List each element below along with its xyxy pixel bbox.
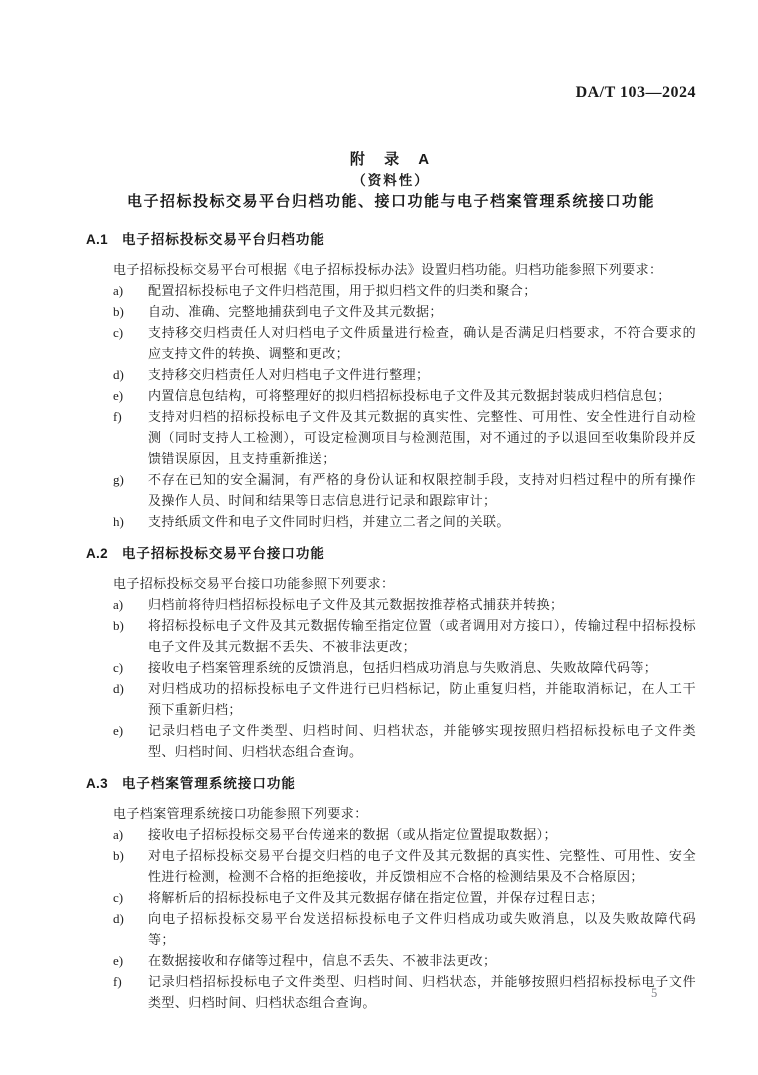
section-item-list: [86, 594, 696, 762]
list-item: [113, 301, 696, 322]
list-item-marker: f): [113, 409, 122, 424]
list-item: [113, 511, 696, 532]
list-item-text: 支持移交归档责任人对归档电子文件质量进行检查，确认是否满足归档要求，不符合要求的应支持文件的转换、调整和更改；: [148, 325, 696, 361]
list-item-marker: e): [113, 388, 124, 403]
appendix-heading: 电子招标投标交易平台归档功能、接口功能与电子档案管理系统接口功能: [126, 193, 655, 210]
list-item-text: 对电子招标投标交易平台提交归档的电子文件及其元数据的真实性、完整性、可用性、安全性进行检测，检测不合格的拒绝接收，并反馈相应不合格的检测结果及不合格原因；: [148, 848, 696, 884]
list-item-marker: c): [113, 660, 124, 675]
list-item-text: 归档前将待归档招标投标电子文件及其元数据按推荐格式捕获并转换；: [148, 597, 564, 612]
list-item-text: 内置信息包结构，可将整理好的拟归档招标投标电子文件及其元数据封装成归档信息包；: [148, 388, 671, 403]
list-item-text: 配置招标投标电子文件归档范围，用于拟归档文件的归类和聚合；: [148, 283, 537, 298]
list-item-text: 支持纸质文件和电子文件同时归档，并建立二者之间的关联。: [148, 514, 510, 529]
list-item-marker: f): [113, 974, 122, 989]
page-number: 5: [651, 986, 658, 1000]
list-item-text: 将解析后的招标投标电子文件及其元数据存储在指定位置，并保存过程日志；: [148, 890, 604, 905]
list-item-marker: c): [113, 890, 124, 905]
section: [86, 544, 696, 762]
section-item-list: [86, 824, 696, 1013]
list-item-text: 支持移交归档责任人对归档电子文件进行整理；: [148, 367, 430, 382]
doc-number: DA/T 103—2024: [575, 84, 696, 101]
section-title: 电子档案管理系统接口功能: [121, 776, 296, 791]
list-item-text: 记录归档电子文件类型、归档时间、归档状态，并能够实现按照归档招标投标电子文件类型、归档时间、归档状态组合查询。: [148, 723, 696, 759]
list-item: [113, 280, 696, 301]
section: [86, 230, 696, 532]
list-item: [113, 720, 696, 762]
list-item-marker: a): [113, 597, 124, 612]
list-item: [113, 469, 696, 511]
list-item: [113, 594, 696, 615]
list-item: [113, 615, 696, 657]
list-item-text: 接收电子招标投标交易平台传递来的数据（或从指定位置提取数据）；: [148, 827, 557, 842]
list-item: [113, 385, 696, 406]
sections-container: [86, 230, 696, 1013]
list-item: [113, 887, 696, 908]
section-heading: [86, 230, 696, 249]
list-item: [113, 657, 696, 678]
list-item: [113, 406, 696, 469]
list-item-text: 记录归档招标投标电子文件类型、归档时间、归档状态，并能够按照归档招标投标电子文件类型、归档时间、归档状态组合查询。: [148, 974, 696, 1010]
list-item-marker: b): [113, 848, 124, 863]
section: [86, 774, 696, 1013]
list-item-marker: e): [113, 953, 124, 968]
list-item-marker: b): [113, 618, 124, 633]
list-item-text: 支持对归档的招标投标电子文件及其元数据的真实性、完整性、可用性、安全性进行自动检测（同时支持人工检测），可设定检测项目与检测范围，对不通过的予以退回至收集阶段并反馈错误原因，且支持重新推送；: [148, 409, 696, 466]
section-title: 电子招标投标交易平台归档功能: [121, 232, 325, 247]
list-item: [113, 824, 696, 845]
appendix-informative-note: （资料性）: [352, 173, 430, 188]
list-item: [113, 322, 696, 364]
list-item-marker: a): [113, 283, 124, 298]
list-item: [113, 364, 696, 385]
section-heading: [86, 774, 696, 793]
section-number: A.2: [86, 546, 108, 561]
list-item: [113, 845, 696, 887]
section-heading: [86, 544, 696, 563]
section-intro: 电子招标投标交易平台接口功能参照下列要求：: [113, 576, 395, 591]
list-item-text: 对归档成功的招标投标电子文件进行已归档标记，防止重复归档，并能取消标记，在人工干预下重新归档；: [148, 681, 696, 717]
list-item-marker: g): [113, 472, 124, 487]
list-item-marker: d): [113, 681, 124, 696]
list-item: [113, 950, 696, 971]
list-item-marker: d): [113, 367, 124, 382]
list-item-text: 自动、准确、完整地捕获到电子文件及其元数据；: [148, 304, 443, 319]
section-title: 电子招标投标交易平台接口功能: [121, 546, 325, 561]
list-item-marker: d): [113, 911, 124, 926]
section-number: A.3: [86, 776, 108, 791]
list-item-marker: a): [113, 827, 124, 842]
list-item-marker: c): [113, 325, 124, 340]
section-item-list: [86, 280, 696, 532]
list-item: [113, 908, 696, 950]
section-intro: 电子档案管理系统接口功能参照下列要求：: [113, 806, 368, 821]
list-item-text: 不存在已知的安全漏洞，有严格的身份认证和权限控制手段，支持对归档过程中的所有操作及操作人员、时间和结果等日志信息进行记录和跟踪审计；: [148, 472, 696, 508]
list-item: [113, 971, 696, 1013]
appendix-label: 附 录 A: [349, 151, 433, 168]
list-item-text: 在数据接收和存储等过程中，信息不丢失、不被非法更改；: [148, 953, 497, 968]
list-item-text: 接收电子档案管理系统的反馈消息，包括归档成功消息与失败消息、失败故障代码等；: [148, 660, 658, 675]
list-item-text: 将招标投标电子文件及其元数据传输至指定位置（或者调用对方接口），传输过程中招标投标电子文件及其元数据不丢失、不被非法更改；: [148, 618, 696, 654]
section-intro: 电子招标投标交易平台可根据《电子招标投标办法》设置归档功能。归档功能参照下列要求：: [113, 262, 663, 277]
section-number: A.1: [86, 232, 108, 247]
list-item-marker: e): [113, 723, 124, 738]
list-item-text: 向电子招标投标交易平台发送招标投标电子文件归档成功或失败消息，以及失败故障代码等；: [148, 911, 696, 947]
list-item: [113, 678, 696, 720]
list-item-marker: h): [113, 514, 124, 529]
appendix-title-block: [86, 149, 696, 212]
list-item-marker: b): [113, 304, 124, 319]
